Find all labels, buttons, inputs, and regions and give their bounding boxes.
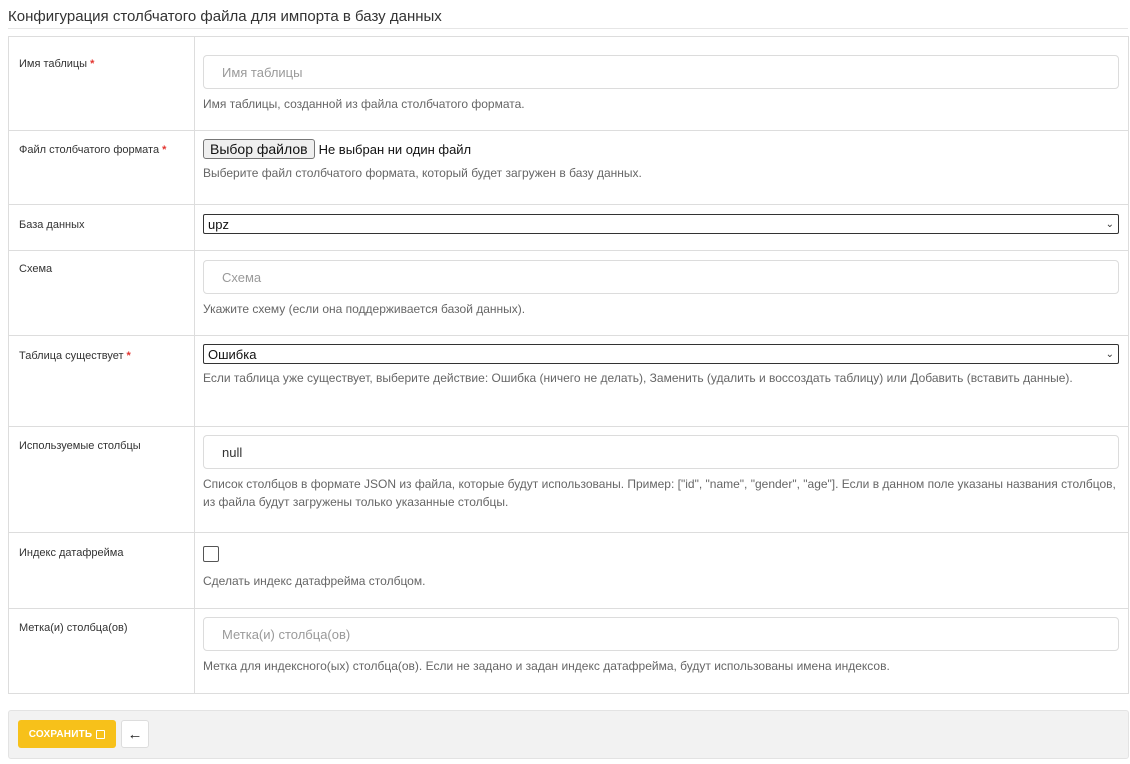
save-button-label: СОХРАНИТЬ bbox=[28, 728, 93, 740]
df-index-checkbox[interactable] bbox=[203, 546, 219, 562]
chevron-down-icon: ⌄ bbox=[1105, 218, 1114, 230]
row-file bbox=[9, 131, 1128, 205]
choose-file-button[interactable]: Выбор файлов bbox=[203, 139, 315, 159]
help-df-index: Сделать индекс датафрейма столбцом. bbox=[203, 574, 426, 588]
field-file bbox=[195, 131, 1128, 204]
usecols-input[interactable] bbox=[203, 435, 1119, 469]
arrow-left-icon: ← bbox=[127, 725, 143, 743]
schema-input[interactable] bbox=[203, 260, 1119, 294]
help-file: Выберите файл столбчатого формата, который будет загружен в базу данных. bbox=[203, 166, 642, 180]
label-usecols bbox=[9, 427, 195, 532]
label-schema bbox=[9, 251, 195, 335]
label-text: Схема bbox=[19, 263, 53, 275]
save-button[interactable] bbox=[18, 720, 116, 748]
label-text: Индекс датафрейма bbox=[19, 547, 124, 559]
row-database bbox=[9, 205, 1128, 251]
title-divider bbox=[8, 28, 1128, 29]
row-index-label bbox=[9, 609, 1128, 694]
row-schema bbox=[9, 251, 1128, 336]
label-text: Имя таблицы bbox=[19, 58, 88, 70]
label-file bbox=[9, 131, 195, 204]
help-usecols: Список столбцов в формате JSON из файла, которые будут использованы. Пример: ["id", "name", "gender", "age"]. Если в данном поле указаны названия столбцов, из файла будут загружены только указанные столбцы. bbox=[203, 477, 1116, 509]
row-table-name bbox=[9, 37, 1128, 131]
label-database bbox=[9, 205, 195, 250]
help-schema: Укажите схему (если она поддерживается базой данных). bbox=[203, 302, 526, 316]
form-footer bbox=[8, 710, 1129, 759]
label-text: Используемые столбцы bbox=[19, 440, 141, 452]
row-if-exists bbox=[9, 336, 1128, 427]
help-if-exists: Если таблица уже существует, выберите действие: Ошибка (ничего не делать), Заменить (удалить и воссоздать таблицу) или Добавить (вставить данные). bbox=[203, 371, 1073, 385]
field-schema bbox=[195, 251, 1128, 335]
chevron-down-icon: ⌄ bbox=[1105, 348, 1114, 360]
import-form bbox=[8, 36, 1129, 694]
database-select[interactable] bbox=[203, 214, 1119, 234]
field-table-name bbox=[195, 37, 1128, 130]
label-text: Метка(и) столбца(ов) bbox=[19, 622, 128, 634]
label-text: Файл столбчатого формата bbox=[19, 144, 160, 156]
help-index-label: Метка для индексного(ых) столбца(ов). Если не задано и задан индекс датафрейма, будут использованы имена индексов. bbox=[203, 659, 890, 673]
required-mark: * bbox=[162, 144, 167, 156]
index-label-input[interactable] bbox=[203, 617, 1119, 651]
field-index-label bbox=[195, 609, 1128, 693]
field-if-exists bbox=[195, 336, 1128, 426]
floppy-disk-icon bbox=[96, 730, 105, 739]
label-index-label bbox=[9, 609, 195, 693]
label-if-exists bbox=[9, 336, 195, 426]
if-exists-select[interactable] bbox=[203, 344, 1119, 364]
database-selected-value: upz bbox=[208, 216, 229, 232]
back-button[interactable] bbox=[121, 720, 149, 748]
if-exists-selected-value: Ошибка bbox=[208, 346, 257, 362]
file-status: Не выбран ни один файл bbox=[318, 142, 472, 157]
field-database bbox=[195, 205, 1128, 250]
field-usecols bbox=[195, 427, 1128, 532]
page-title: Конфигурация столбчатого файла для импорта в базу данных bbox=[8, 8, 442, 25]
label-text: База данных bbox=[19, 219, 85, 231]
label-text: Таблица существует bbox=[19, 350, 124, 362]
field-df-index bbox=[195, 533, 1128, 608]
label-table-name bbox=[9, 37, 195, 130]
row-df-index bbox=[9, 533, 1128, 609]
help-table-name: Имя таблицы, созданной из файла столбчатого формата. bbox=[203, 97, 525, 111]
required-mark: * bbox=[126, 350, 131, 362]
row-usecols bbox=[9, 427, 1128, 533]
required-mark: * bbox=[90, 58, 95, 70]
table-name-input[interactable] bbox=[203, 55, 1119, 89]
label-df-index bbox=[9, 533, 195, 608]
